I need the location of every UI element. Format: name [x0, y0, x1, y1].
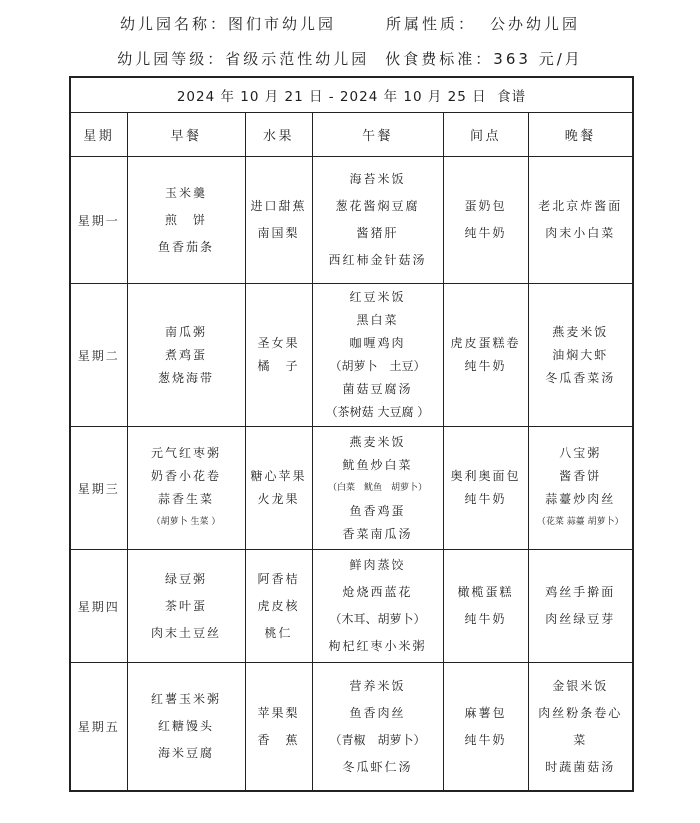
dish-line: 鱼香茄条 [157, 239, 214, 254]
fruit-cell [245, 550, 312, 663]
dish-line: （胡萝卜 生菜 ） [151, 517, 221, 527]
dish-line: （茶树菇 大豆腐 ） [325, 405, 430, 419]
dish-line: 肉丝粉条卷心 [538, 705, 623, 720]
dish-line: 菌菇豆腐汤 [342, 382, 413, 396]
dish-line: 南国梨 [257, 226, 300, 240]
snack-cell [443, 427, 528, 550]
menu-row-tuesday [70, 284, 633, 427]
fee-label: 伙食费标准： [385, 50, 494, 68]
dish-line: 老北京炸酱面 [538, 199, 623, 213]
day-cell: 星期四 [70, 550, 127, 663]
grade-value: 省级示范性幼儿园 [225, 50, 370, 68]
dish-line: 海米豆腐 [157, 746, 214, 760]
lunch-cell [312, 663, 443, 792]
dish-line: 肉丝绿豆芽 [545, 612, 616, 626]
dish-line: 油焖大虾 [552, 347, 609, 362]
dish-line: 酱猪肝 [356, 226, 399, 240]
fruit-cell [245, 427, 312, 550]
column-header-dinner: 晚餐 [528, 113, 633, 157]
column-header-snack: 间点 [443, 113, 528, 157]
breakfast-cell [127, 157, 245, 284]
dish-line: 葱烧海带 [157, 370, 214, 385]
dish-line: 时蔬菌菇汤 [545, 759, 616, 774]
dish-line: 黑白菜 [356, 313, 399, 327]
dish-line: 肉末土豆丝 [150, 625, 221, 640]
dish-line: 金银米饭 [552, 678, 609, 693]
dish-line: 冬瓜香菜汤 [545, 370, 616, 385]
dish-line: 橄榄蛋糕 [457, 585, 514, 599]
kindergarten-name-value: 图们市幼儿园 [227, 15, 336, 33]
dish-line: 橘 子 [257, 359, 300, 373]
fee-value: 363 元/月 [493, 50, 583, 68]
day-cell: 星期三 [70, 427, 127, 550]
dish-line: 菜 [573, 732, 588, 747]
dish-line: 南瓜粥 [164, 324, 207, 339]
lunch-cell [312, 157, 443, 284]
dish-line: 玉米羹 [164, 185, 207, 200]
spacer [369, 58, 385, 59]
dish-line: 酱香饼 [559, 469, 602, 483]
dish-line: 蒜香生菜 [157, 492, 214, 506]
dinner-cell [528, 550, 633, 663]
dish-line: 西红柿金针菇汤 [328, 253, 427, 267]
header-line-1 [0, 6, 700, 41]
dish-line: 麻薯包 [464, 705, 507, 720]
fruit-cell [245, 663, 312, 792]
dish-line: 咖喱鸡肉 [349, 336, 406, 350]
menu-row-friday [70, 663, 633, 792]
dish-line: 虎皮核 [257, 598, 300, 613]
dish-line: 蛋奶包 [464, 199, 507, 213]
dish-line: 香 蕉 [257, 732, 300, 747]
table-header-row [70, 113, 633, 157]
day-cell: 星期一 [70, 157, 127, 284]
snack-cell [443, 663, 528, 792]
dish-line: 绿豆粥 [164, 571, 207, 586]
column-header-fruit: 水果 [245, 113, 312, 157]
dinner-cell [528, 157, 633, 284]
lunch-cell [312, 550, 443, 663]
dish-line: 虎皮蛋糕卷 [450, 336, 521, 350]
menu-table-body [70, 157, 633, 792]
dish-line: 八宝粥 [559, 446, 602, 460]
dish-line: 海苔米饭 [349, 172, 406, 186]
breakfast-cell [127, 550, 245, 663]
lunch-cell [312, 284, 443, 427]
doc-header [0, 0, 700, 76]
lunch-cell [312, 427, 443, 550]
menu-table [69, 76, 634, 792]
dish-line: 纯牛奶 [464, 612, 507, 626]
dish-line: 阿香桔 [257, 571, 300, 586]
dish-line: 苹果梨 [257, 705, 300, 720]
header-line-2 [0, 41, 700, 76]
dish-line: 燕麦米饭 [349, 434, 406, 449]
dish-line: 纯牛奶 [464, 732, 507, 747]
dish-line: （白菜 鱿鱼 胡萝卜） [327, 482, 427, 493]
dish-line: （木耳、胡萝卜） [329, 612, 426, 626]
day-cell: 星期五 [70, 663, 127, 792]
dish-line: （青椒 胡萝卜） [329, 732, 426, 747]
ownership-value: 公办幼儿园 [490, 15, 581, 33]
snack-cell [443, 284, 528, 427]
dish-line: 纯牛奶 [464, 492, 507, 506]
dish-line: 奥利奥面包 [450, 469, 521, 483]
dish-line: 奶香小花卷 [150, 469, 221, 483]
ownership-label: 所属性质： [386, 15, 477, 33]
dinner-cell [528, 663, 633, 792]
day-cell: 星期二 [70, 284, 127, 427]
column-header-breakfast: 早餐 [127, 113, 245, 157]
dish-line: 肉末小白菜 [545, 226, 616, 240]
dish-line: 红薯玉米粥 [150, 692, 221, 706]
dish-line: （胡萝卜 土豆） [329, 359, 426, 373]
fruit-cell [245, 284, 312, 427]
dish-line: 鱼香鸡蛋 [349, 503, 406, 518]
breakfast-cell [127, 427, 245, 550]
snack-cell [443, 157, 528, 284]
dish-line: 红糖馒头 [157, 719, 214, 733]
dish-line: 进口甜蕉 [250, 199, 307, 213]
dish-line: 鸡丝手擀面 [545, 585, 616, 599]
dish-line: 枸杞红枣小米粥 [328, 639, 427, 653]
column-header-day: 星期 [70, 113, 127, 157]
snack-cell [443, 550, 528, 663]
table-title-row [70, 77, 633, 113]
dish-line: 鲜肉蒸饺 [349, 558, 406, 572]
dish-line: 燕麦米饭 [552, 324, 609, 339]
fruit-cell [245, 157, 312, 284]
dish-line: 炝烧西蓝花 [342, 585, 413, 599]
grade-label: 幼儿园等级： [117, 50, 226, 68]
dish-line: 糖心苹果 [250, 469, 307, 483]
breakfast-cell [127, 663, 245, 792]
dish-line: 鱼香肉丝 [349, 705, 406, 720]
table-title: 2024 年 10 月 21 日 - 2024 年 10 月 25 日 食谱 [70, 77, 633, 113]
dish-line: 葱花酱焖豆腐 [335, 199, 420, 213]
dish-line: 冬瓜虾仁汤 [342, 759, 413, 774]
kindergarten-name-label: 幼儿园名称： [119, 15, 228, 33]
dish-line: 煎 饼 [164, 212, 207, 227]
dinner-cell [528, 284, 633, 427]
dish-line: 桃仁 [264, 625, 293, 640]
menu-row-monday [70, 157, 633, 284]
dish-line: 纯牛奶 [464, 226, 507, 240]
dish-line: 香菜南瓜汤 [342, 526, 413, 541]
dish-line: （花菜 蒜薹 胡萝卜） [536, 517, 624, 527]
dish-line: 鱿鱼炒白菜 [342, 457, 413, 472]
menu-row-thursday [70, 550, 633, 663]
dish-line: 茶叶蛋 [164, 598, 207, 613]
spacer [336, 23, 386, 24]
breakfast-cell [127, 284, 245, 427]
dish-line: 蒜薹炒肉丝 [545, 492, 616, 506]
dish-line: 圣女果 [257, 336, 300, 350]
dish-line: 元气红枣粥 [150, 446, 221, 460]
menu-row-wednesday [70, 427, 633, 550]
column-header-lunch: 午餐 [312, 113, 443, 157]
dish-line: 纯牛奶 [464, 359, 507, 373]
dish-line: 煮鸡蛋 [164, 347, 207, 362]
spacer [476, 23, 490, 24]
dish-line: 红豆米饭 [349, 290, 406, 304]
dinner-cell [528, 427, 633, 550]
dish-line: 营养米饭 [349, 678, 406, 693]
dish-line: 火龙果 [257, 492, 300, 506]
